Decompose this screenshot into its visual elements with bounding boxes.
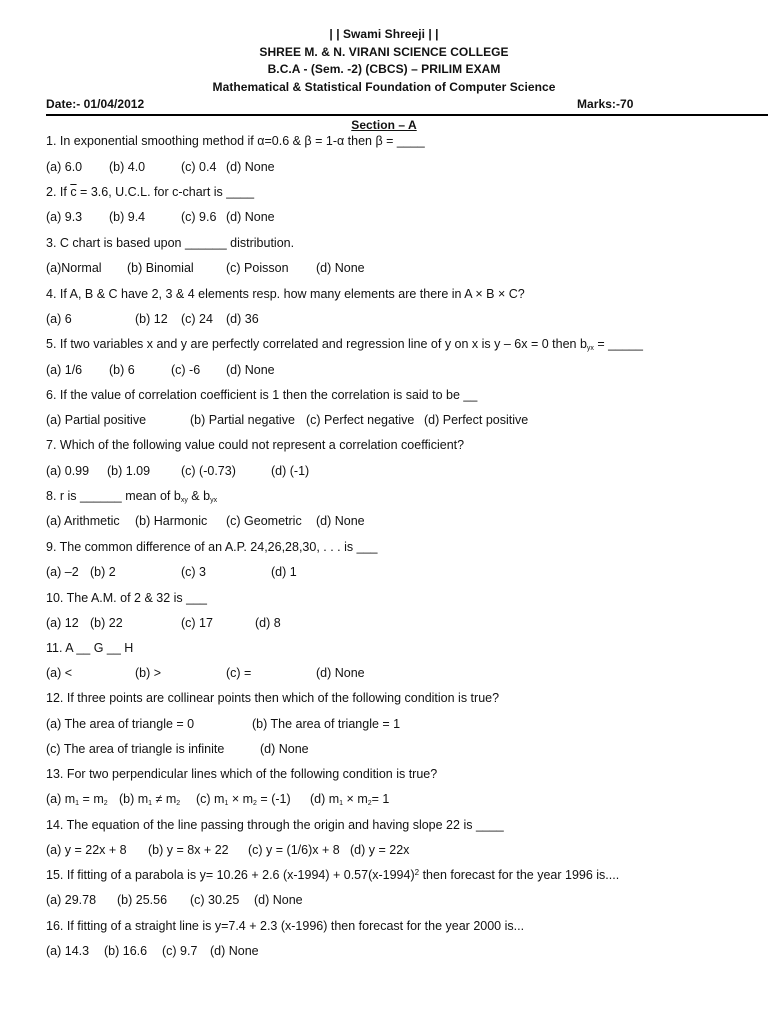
option-c: (c) -6	[171, 363, 201, 377]
section-title: Section – A	[351, 118, 417, 132]
option-b: (b) 6	[109, 363, 135, 377]
option-d: (d) None	[226, 210, 275, 224]
option-d: (d) None	[316, 261, 365, 275]
option-b: (b) The area of triangle = 1	[252, 717, 401, 731]
option-a: (a) <	[46, 666, 73, 680]
question-7: 7. Which of the following value could not represent a correlation coefficient?	[46, 438, 465, 452]
question-12-options-line1	[46, 718, 400, 731]
option-c: (c) $m_1 \times m_2 = (-1)$	[196, 792, 291, 807]
option-c: (c) y = (1/6)x + 8	[248, 843, 340, 857]
option-b: (b) 1.09	[107, 464, 151, 478]
superscript-2: 2	[414, 868, 420, 877]
option-b: (b) 22	[90, 616, 123, 630]
question-8	[46, 490, 217, 504]
question-2	[46, 186, 254, 199]
option-d: (d) None	[226, 363, 275, 377]
option-c: (c) The area of triangle is infinite	[46, 742, 225, 756]
option-a: (a) 14.3	[46, 944, 90, 958]
subscript-yx: yx	[210, 497, 218, 504]
question-8-mid: & b	[187, 489, 211, 503]
question-9: 9. The common difference of an A.P. 24,26,28,30, . . . is ___	[46, 540, 378, 554]
option-a: (a) 29.78	[46, 893, 97, 907]
option-b: (b) >	[135, 666, 162, 680]
option-d: (d) None	[316, 514, 365, 528]
question-15-suffix: then forecast for the year 1996 is....	[419, 868, 620, 882]
question-2-options	[46, 211, 275, 224]
option-d: (d) None	[210, 944, 259, 958]
option-b: (b) Harmonic	[135, 514, 208, 528]
subscript-xy: xy	[180, 497, 188, 504]
option-c: (c) 30.25	[190, 893, 240, 907]
question-5-options	[46, 364, 275, 377]
option-b: (b) Partial negative	[190, 413, 295, 427]
option-d: (d) Perfect positive	[424, 413, 529, 427]
question-11: 11. A __ G __ H	[46, 641, 134, 655]
question-15-prefix: 15. If fitting of a parabola is y= 10.26 + 2.6 (x-1994) + 0.57(x-1994)	[46, 868, 415, 882]
option-c: (c) Perfect negative	[306, 413, 415, 427]
option-a: (a) 9.3	[46, 210, 83, 224]
question-16-options	[46, 945, 259, 958]
question-8-options	[46, 515, 365, 528]
option-d: (d) (-1)	[271, 464, 310, 478]
question-5	[46, 338, 643, 352]
option-a: (a) 6	[46, 312, 72, 326]
option-b: (b) 25.56	[117, 893, 168, 907]
question-14-options	[46, 844, 409, 857]
option-b: (b) $m_1 \ne m_2$	[119, 792, 181, 807]
header-divider	[46, 114, 768, 116]
c-bar-symbol: $\overline{c}$	[70, 185, 77, 199]
question-10-options	[46, 617, 281, 630]
option-d: (d) None	[260, 742, 309, 756]
question-9-options	[46, 566, 297, 579]
question-12: 12. If three points are collinear points then which of the following condition is true?	[46, 691, 500, 705]
exam-marks: Marks:-70	[577, 97, 634, 111]
option-b: (b) 2	[90, 565, 116, 579]
question-1-options	[46, 161, 275, 174]
question-3-options	[46, 262, 365, 275]
question-13-options	[46, 793, 389, 807]
option-d: (d) y = 22x	[350, 843, 410, 857]
option-c: (c) 0.4	[181, 160, 217, 174]
option-a: (a) 0.99	[46, 464, 90, 478]
question-14: 14. The equation of the line passing through the origin and having slope 22 is ____	[46, 818, 504, 832]
question-6-options	[46, 414, 528, 427]
option-c: (c) 17	[181, 616, 213, 630]
option-a: (a) –2	[46, 565, 79, 579]
exam-name: B.C.A - (Sem. -2) (CBCS) – PRILIM EXAM	[267, 62, 501, 76]
option-d: (d) $m_1 \times m_2= 1$	[310, 792, 390, 807]
option-c: (c) =	[226, 666, 252, 680]
question-11-options	[46, 667, 365, 680]
option-c: (c) (-0.73)	[181, 464, 236, 478]
option-a: (a) 6.0	[46, 160, 83, 174]
option-c: (c) Geometric	[226, 514, 302, 528]
question-4-options	[46, 313, 259, 326]
question-5-suffix: = _____	[593, 337, 643, 351]
option-d: (d) None	[254, 893, 303, 907]
question-2-prefix: 2. If	[46, 185, 71, 199]
option-b: (b) 12	[135, 312, 168, 326]
option-d: (d) 8	[255, 616, 281, 630]
exam-date: Date:- 01/04/2012	[46, 97, 145, 111]
question-16: 16. If fitting of a straight line is y=7.4 + 2.3 (x-1996) then forecast for the year 2000 is...	[46, 919, 525, 933]
subject-name: Mathematical & Statistical Foundation of Computer Science	[212, 80, 556, 94]
option-d: (d) 1	[271, 565, 297, 579]
option-a: (a) 1/6	[46, 363, 83, 377]
option-b: (b) 4.0	[109, 160, 146, 174]
option-d: (d) 36	[226, 312, 259, 326]
question-7-options	[46, 465, 309, 478]
option-a: (a)Normal	[46, 261, 102, 275]
option-a: (a) $m_1 = m_2$	[46, 792, 108, 807]
question-10: 10. The A.M. of 2 & 32 is ___	[46, 591, 207, 605]
question-1: 1. In exponential smoothing method if α=0.6 & β = 1-α then β = ____	[46, 134, 425, 148]
option-c: (c) 9.6	[181, 210, 217, 224]
option-b: (b) 9.4	[109, 210, 146, 224]
question-8-prefix: 8. r is ______ mean of b	[46, 489, 181, 503]
header-line-1: | | Swami Shreeji | |	[329, 27, 439, 41]
question-6: 6. If the value of correlation coefficient is 1 then the correlation is said to be __	[46, 388, 478, 402]
option-a: (a) 12	[46, 616, 79, 630]
option-b: (b) Binomial	[127, 261, 194, 275]
option-d: (d) None	[226, 160, 275, 174]
option-c: (c) 3	[181, 565, 206, 579]
option-b: (b) 16.6	[104, 944, 148, 958]
question-15-options	[46, 894, 303, 907]
option-a: (a) y = 22x + 8	[46, 843, 127, 857]
question-13: 13. For two perpendicular lines which of the following condition is true?	[46, 767, 438, 781]
question-12-options-line2	[46, 743, 309, 756]
option-c: (c) 24	[181, 312, 213, 326]
option-b: (b) y = 8x + 22	[148, 843, 229, 857]
option-c: (c) 9.7	[162, 944, 198, 958]
question-2-suffix: = 3.6, U.C.L. for c-chart is ____	[76, 185, 255, 199]
subscript-yx: yx	[586, 345, 594, 352]
question-3: 3. C chart is based upon ______ distribution.	[46, 236, 295, 250]
option-a: (a) Arithmetic	[46, 514, 120, 528]
question-15	[46, 869, 619, 882]
question-4: 4. If A, B & C have 2, 3 & 4 elements resp. how many elements are there in A × B × C?	[46, 287, 525, 301]
option-d: (d) None	[316, 666, 365, 680]
college-name: SHREE M. & N. VIRANI SCIENCE COLLEGE	[259, 45, 509, 59]
option-a: (a) The area of triangle = 0	[46, 717, 195, 731]
question-5-prefix: 5. If two variables x and y are perfectly correlated and regression line of y on x is y – 6x = 0 then b	[46, 337, 587, 351]
option-a: (a) Partial positive	[46, 413, 147, 427]
option-c: (c) Poisson	[226, 261, 289, 275]
